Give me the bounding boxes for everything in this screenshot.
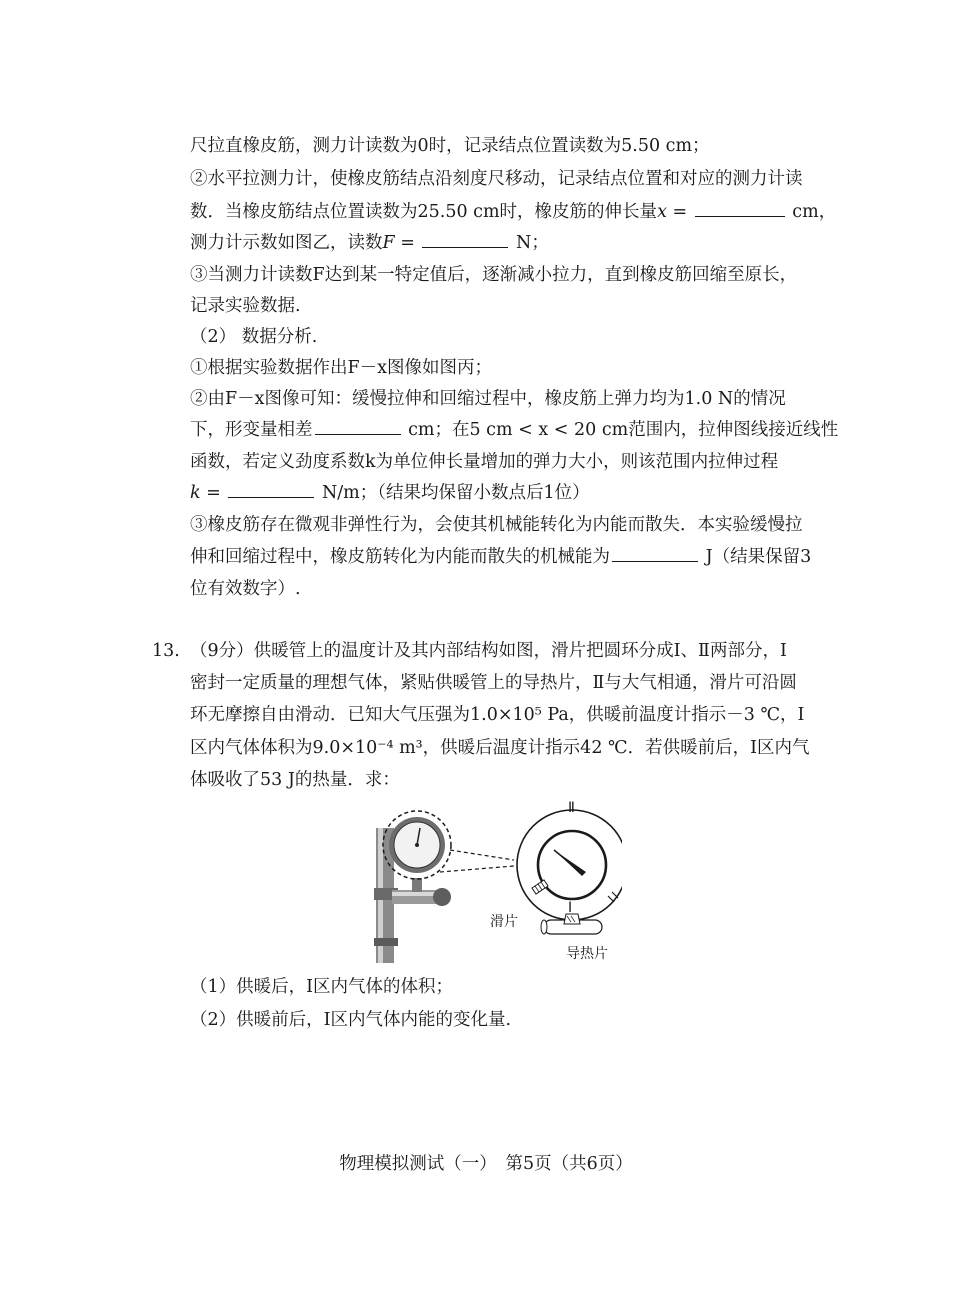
thermometer-figure [372, 800, 622, 970]
text-line [190, 701, 830, 729]
text: N/m；（结果均保留小数点后1位） [316, 483, 590, 503]
sub-question: （2）供暖前后，Ⅰ区内气体内能的变化量. [190, 1010, 512, 1030]
text: J（结果保留3 [700, 547, 812, 567]
text: cm；在5 cm < x < 20 cm范围内，拉伸图线接近线性 [402, 420, 839, 440]
text: ③橡皮筋存在微观非弹性行为，会使其机械能转化为内能而散失．本实验缓慢拉 [190, 515, 803, 535]
text: （2） 数据分析. [190, 327, 318, 347]
text: 函数，若定义劲度系数k为单位伸长量增加的弹力大小，则该范围内拉伸过程 [190, 452, 779, 472]
text-line [190, 448, 830, 476]
text: cm， [786, 202, 837, 222]
text: 下，形变量相差 [190, 420, 313, 440]
text-line [190, 261, 830, 289]
text-line [190, 637, 830, 665]
text: ②由F－x图像可知：缓慢拉伸和回缩过程中，橡皮筋上弹力均为1.0 N的情况 [190, 389, 786, 409]
text-line [190, 734, 830, 762]
text: 尺拉直橡皮筋，测力计读数为0时，记录结点位置读数为5.50 cm； [190, 136, 710, 156]
text: ②水平拉测力计，使橡皮筋结点沿刻度尺移动，记录结点位置和对应的测力计读 [190, 169, 803, 189]
text: 体吸收了53 J的热量．求： [190, 770, 400, 790]
text-line [190, 416, 839, 444]
text-line [190, 354, 830, 382]
answer-blank[interactable] [315, 416, 401, 435]
variable-x: x [657, 202, 667, 222]
text-line [190, 1006, 830, 1034]
text-line [190, 292, 830, 320]
text-line [190, 479, 830, 507]
variable-f: F [382, 233, 395, 253]
label-plate: 导热片 [566, 946, 608, 962]
text: N； [510, 233, 549, 253]
answer-blank[interactable] [695, 198, 785, 217]
text-line [190, 132, 830, 160]
answer-blank[interactable] [612, 543, 698, 562]
label-region-1: Ⅰ [568, 900, 573, 916]
page-footer: 物理模拟测试（一） 第5页（共6页） [339, 1154, 633, 1174]
text-line [190, 973, 830, 1001]
text-line [190, 385, 830, 413]
question-number: 13. [152, 641, 180, 661]
text: 记录实验数据. [190, 296, 301, 316]
text: 密封一定质量的理想气体，紧贴供暖管上的导热片，Ⅱ与大气相通，滑片可沿圆 [190, 673, 797, 693]
text: 环无摩擦自由滑动．已知大气压强为1.0×10⁵ Pa，供暖前温度计指示－3 ℃，Ⅰ [190, 705, 805, 725]
text-line [190, 669, 830, 697]
answer-blank[interactable] [422, 229, 508, 248]
text-line [190, 198, 837, 226]
text: 位有效数字）. [190, 579, 301, 599]
text: ③当测力计读数F达到某一特定值后，逐渐减小拉力，直到橡皮筋回缩至原长， [190, 265, 798, 285]
text-line [190, 165, 830, 193]
text-line [190, 229, 830, 257]
text: 数．当橡皮筋结点位置读数为25.50 cm时，橡皮筋的伸长量 [190, 202, 658, 222]
label-slider: 滑片 [490, 914, 518, 930]
text-line [190, 766, 830, 794]
text: 测力计示数如图乙，读数 [190, 233, 383, 253]
gauge-dial [389, 817, 445, 873]
text: = [394, 233, 421, 253]
text: ①根据实验数据作出F－x图像如图丙； [190, 358, 493, 378]
label-region-2: Ⅱ [568, 800, 575, 816]
text-line [190, 543, 830, 571]
text: 伸和回缩过程中，橡皮筋转化为内能而散失的机械能为 [190, 547, 610, 567]
variable-k: k [190, 483, 201, 503]
text: 区内气体体积为9.0×10⁻⁴ m³，供暖后温度计指示42 ℃．若供暖前后，Ⅰ区内气 [190, 738, 810, 758]
sub-question: （1）供暖后，Ⅰ区内气体的体积； [190, 977, 454, 997]
text-line [190, 575, 830, 603]
text-line [190, 511, 830, 539]
slider-hatched [532, 880, 548, 894]
text: （9分）供暖管上的温度计及其内部结构如图，滑片把圆环分成Ⅰ、Ⅱ两部分，Ⅰ [190, 641, 787, 661]
text-line [190, 323, 830, 351]
text: = [666, 202, 693, 222]
answer-blank[interactable] [228, 479, 314, 498]
text: = [200, 483, 227, 503]
